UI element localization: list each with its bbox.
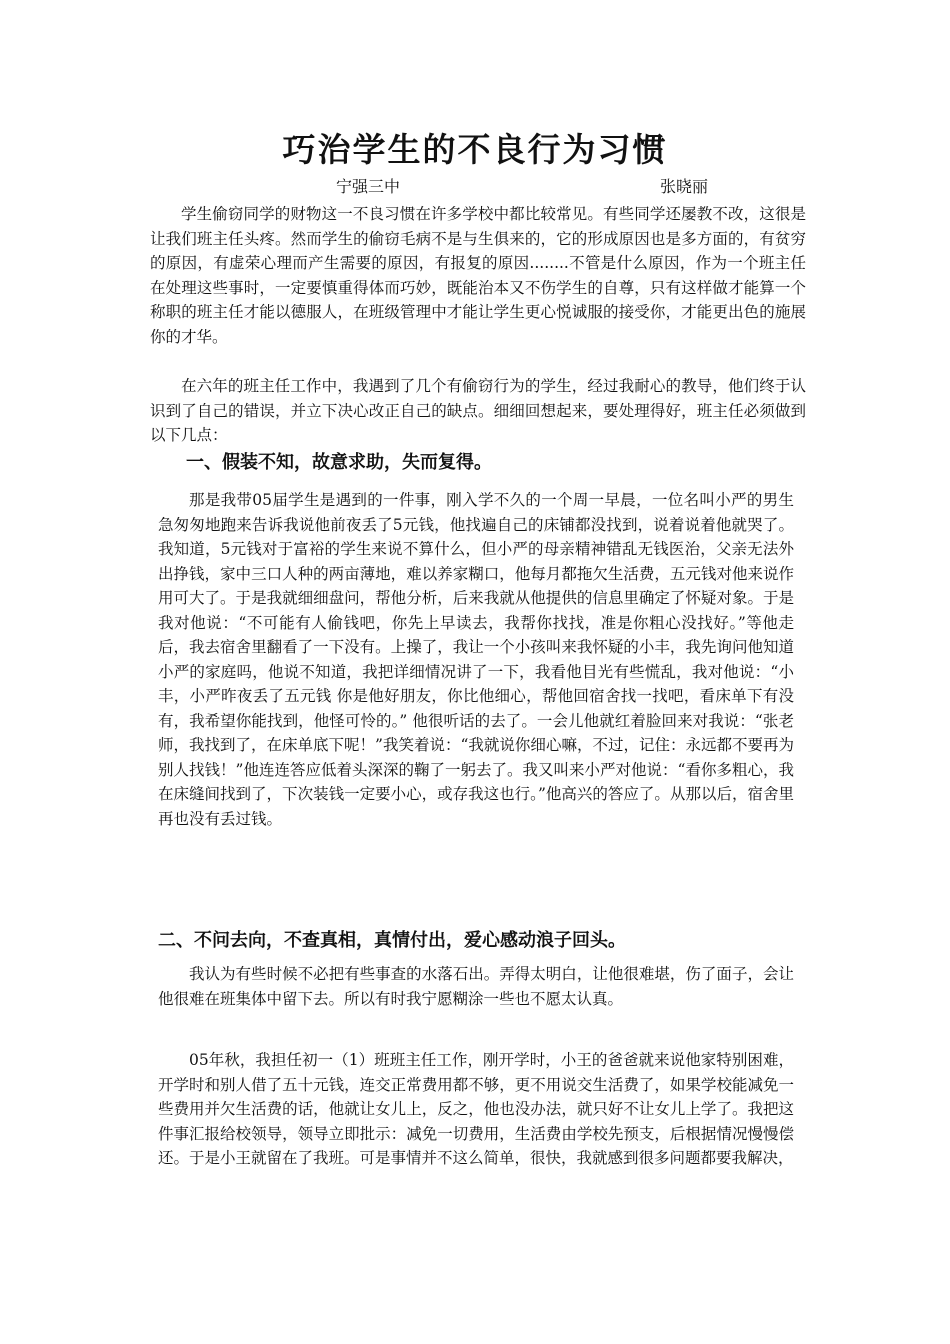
author-name: 张晓丽 [660,177,709,196]
section-heading: 二、不问去向，不查真相，真情付出，爱心感动浪子回头。 [158,930,626,951]
section-heading: 一、假装不知，故意求助，失而复得。 [186,452,492,473]
body-paragraph: 那是我带05届学生是遇到的一件事，刚入学不久的一个周一早晨，一位名叫小严的男生急匆匆地跑来告诉我说他前夜丢了5元钱，他找遍自己的床铺都没找到，说着说着他就哭了。我知道，5元钱对于富裕的学生来说不算什么，但小严的母亲精神错乱无钱医治，父亲无法外出挣钱，家中三口人种的两亩薄地，难以养家糊口，他每月都拖欠生活费，五元钱对他来说作用可大了。于是我就细细盘问，帮他分析，后来我就从他提供的信息里确定了怀疑对象。于是我对他说：“不可能有人偷钱吧，你先上早读去，我帮你找找，准是你粗心没找好。”等他走后，我去宿舍里翻看了一下没有。上操了，我让一个小孩叫来我怀疑的小丰，我先询问他知道小严的家庭吗，他说不知道，我把详细情况讲了一下，我看他目光有些慌乱，我对他说：“小丰，小严昨夜丢了五元钱 你是他好朋友，你比他细心，帮他回宿舍找一找吧，看床单下有没有，我希望你能找到，他怪可怜的。” 他很听话的去了。一会儿他就红着脸回来对我说：“张老师，我找到了，在床单底下呢！”我笑着说：“我就说你细心嘛，不过，记住：永远都不要再为别人找钱！”他连连答应低着头深深的鞠了一躬去了。我又叫来小严对他说：“看你多粗心，我在床缝间找到了，下次装钱一定要小心，或存我这也行。”他高兴的答应了。从那以后，宿舍里再也没有丢过钱。 [158,491,794,828]
intro-paragraph: 学生偷窃同学的财物这一不良习惯在许多学校中都比较常见。有些同学还屡教不改，这很是让我们班主任头疼。然而学生的偷窃毛病不是与生俱来的，它的形成原因也是多方面的，有贫穷的原因，有虚荣心理而产生需要的原因，有报复的原因........不管是什么原因，作为一个班主任在处理这些事时，一定要慎重得体而巧妙，既能治本又不伤学生的自尊，只有这样做才能算一个称职的班主任才能以德服人，在班级管理中才能让学生更心悦诚服的接受你，才能更出色的施展你的才华。 [150,205,806,346]
body-paragraph: 05年秋，我担任初一（1）班班主任工作，刚开学时，小王的爸爸就来说他家特别困难，开学时和别人借了五十元钱，连交正常费用都不够，更不用说交生活费了，如果学校能减免一些费用并欠生活费的话，他就让女儿上，反之，他也没办法，就只好不让女儿上学了。我把这件事汇报给校领导，领导立即批示：减免一切费用，生活费由学校先预支，后根据情况慢慢偿还。于是小王就留在了我班。可是事情并不这么简单，很快，我就感到很多问题都要我解决， [158,1051,794,1167]
school-name: 宁强三中 [336,177,401,196]
body-paragraph: 我认为有些时候不必把有些事查的水落石出。弄得太明白，让他很难堪，伤了面子，会让他很难在班集体中留下去。所以有时我宁愿糊涂一些也不愿太认真。 [158,965,794,1008]
intro-paragraph: 在六年的班主任工作中，我遇到了几个有偷窃行为的学生，经过我耐心的教导，他们终于认识到了自己的错误，并立下决心改正自己的缺点。细细回想起来，要处理得好，班主任必须做到以下几点： [150,377,806,444]
document-title: 巧治学生的不良行为习惯 [282,130,668,169]
